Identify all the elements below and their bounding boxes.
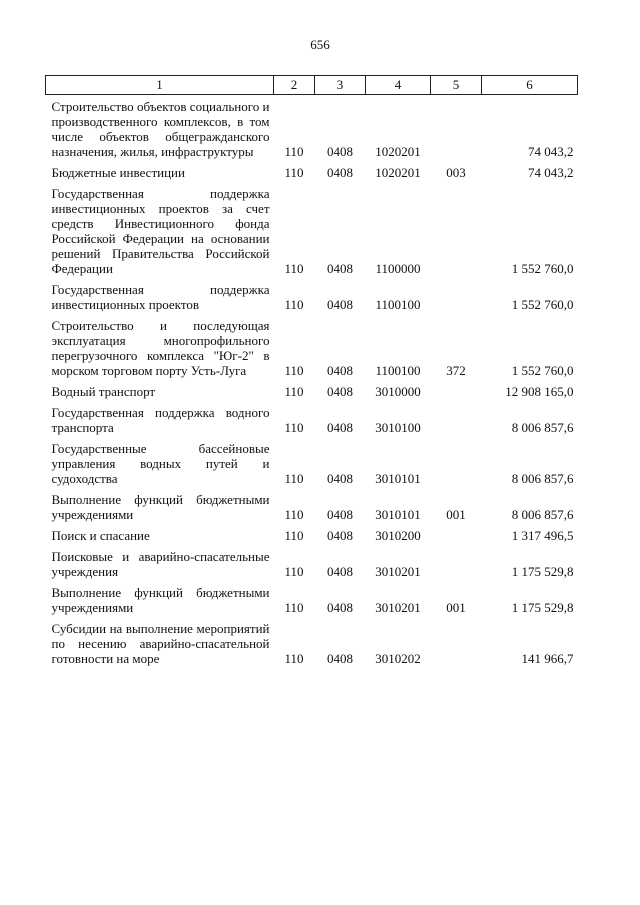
row-code-cell: 1020201 [375, 144, 421, 159]
row-code-cell: 0408 [327, 507, 353, 522]
column-header: 3 [315, 76, 366, 95]
row-code-cell: 110 [284, 261, 304, 276]
row-code-cell: 1100000 [375, 261, 421, 276]
row-code-cell: 0408 [327, 261, 353, 276]
table-row [46, 399, 578, 435]
row-code-cell: 0408 [327, 471, 353, 486]
row-name-cell: Бюджетные инвестиции [51, 165, 185, 180]
column-header: 1 [46, 76, 274, 95]
row-amount-cell: 12 908 165,0 [505, 384, 574, 399]
row-code-cell [431, 543, 482, 579]
row-amount-cell: 8 006 857,6 [511, 420, 574, 435]
row-code-cell [431, 399, 482, 435]
table-row [46, 435, 578, 486]
row-code-cell: 0408 [327, 564, 353, 579]
table-row [46, 276, 578, 312]
column-header: 2 [274, 76, 315, 95]
row-name-cell: Государственная поддержка водного транспорта [51, 405, 270, 435]
table-row [46, 522, 578, 543]
row-code-cell: 003 [446, 165, 466, 180]
page-number: 656 [310, 37, 330, 52]
table-header [46, 76, 578, 95]
row-code-cell [431, 522, 482, 543]
row-code-cell: 110 [284, 363, 304, 378]
table-row [46, 159, 578, 180]
row-amount-cell: 1 552 760,0 [511, 261, 574, 276]
row-name-cell: Государственная поддержка инвестиционных проектов за счет средств Инвестиционного фонда Российской Федерации на основании решений Правительства Российской Федерации [51, 186, 270, 276]
row-code-cell: 110 [284, 384, 304, 399]
table-row [46, 95, 578, 160]
row-code-cell: 0408 [327, 165, 353, 180]
row-code-cell: 0408 [327, 384, 353, 399]
row-code-cell: 110 [284, 507, 304, 522]
row-code-cell: 001 [446, 507, 466, 522]
row-name-cell: Государственные бассейновые управления водных путей и судоходства [51, 441, 270, 486]
row-code-cell: 3010201 [375, 600, 421, 615]
row-amount-cell: 74 043,2 [528, 144, 574, 159]
row-name-cell: Водный транспорт [51, 384, 156, 399]
row-code-cell: 3010202 [375, 651, 421, 666]
table-row [46, 378, 578, 399]
row-code-cell: 110 [284, 420, 304, 435]
budget-table [45, 75, 578, 666]
row-code-cell: 110 [284, 165, 304, 180]
row-amount-cell: 1 552 760,0 [511, 363, 574, 378]
row-code-cell: 0408 [327, 144, 353, 159]
row-code-cell: 0408 [327, 528, 353, 543]
table-body [46, 95, 578, 667]
row-code-cell: 110 [284, 564, 304, 579]
row-code-cell: 110 [284, 471, 304, 486]
row-code-cell: 001 [446, 600, 466, 615]
row-code-cell [431, 615, 482, 666]
row-code-cell: 110 [284, 144, 304, 159]
row-name-cell: Поиск и спасание [51, 528, 150, 543]
table-row [46, 312, 578, 378]
row-code-cell: 1100100 [375, 297, 421, 312]
row-code-cell: 372 [446, 363, 466, 378]
row-amount-cell: 74 043,2 [528, 165, 574, 180]
row-code-cell: 0408 [327, 600, 353, 615]
row-amount-cell: 141 966,7 [521, 651, 574, 666]
row-name-cell: Поисковые и аварийно-спасательные учреждения [51, 549, 270, 579]
row-amount-cell: 1 175 529,8 [511, 600, 574, 615]
table-row [46, 180, 578, 276]
column-header: 4 [366, 76, 431, 95]
row-name-cell: Выполнение функций бюджетными учреждениями [51, 492, 270, 522]
table-row [46, 486, 578, 522]
row-code-cell: 3010101 [375, 507, 421, 522]
row-code-cell: 3010000 [375, 384, 421, 399]
row-amount-cell: 1 552 760,0 [511, 297, 574, 312]
row-code-cell: 1020201 [375, 165, 421, 180]
row-code-cell: 0408 [327, 297, 353, 312]
row-code-cell: 3010101 [375, 471, 421, 486]
row-code-cell: 110 [284, 528, 304, 543]
row-code-cell: 110 [284, 297, 304, 312]
row-amount-cell: 1 175 529,8 [511, 564, 574, 579]
row-code-cell [431, 276, 482, 312]
row-amount-cell: 8 006 857,6 [511, 507, 574, 522]
row-code-cell: 3010201 [375, 564, 421, 579]
row-code-cell [431, 180, 482, 276]
row-code-cell: 0408 [327, 420, 353, 435]
row-code-cell: 110 [284, 651, 304, 666]
row-code-cell: 110 [284, 600, 304, 615]
column-header: 6 [482, 76, 578, 95]
row-amount-cell: 1 317 496,5 [511, 528, 574, 543]
row-name-cell: Выполнение функций бюджетными учреждениями [51, 585, 270, 615]
table-row [46, 543, 578, 579]
row-code-cell: 3010100 [375, 420, 421, 435]
row-code-cell: 0408 [327, 651, 353, 666]
row-code-cell: 1100100 [375, 363, 421, 378]
row-code-cell: 3010200 [375, 528, 421, 543]
row-name-cell: Государственная поддержка инвестиционных проектов [51, 282, 270, 312]
column-header: 5 [431, 76, 482, 95]
row-code-cell [431, 378, 482, 399]
row-amount-cell: 8 006 857,6 [511, 471, 574, 486]
row-name-cell: Строительство объектов социального и производственного комплексов, в том числе объектов общегражданского назначения, жилья, инфраструктуры [51, 99, 270, 159]
row-name-cell: Субсидии на выполнение мероприятий по несению аварийно-спасательной готовности на море [51, 621, 270, 666]
row-name-cell: Строительство и последующая эксплуатация многопрофильного перегрузочного комплекса "Юг-2" в морском торговом порту Усть-Луга [51, 318, 270, 378]
row-code-cell: 0408 [327, 363, 353, 378]
table-row [46, 579, 578, 615]
table-row [46, 615, 578, 666]
row-code-cell [431, 435, 482, 486]
row-code-cell [431, 95, 482, 160]
